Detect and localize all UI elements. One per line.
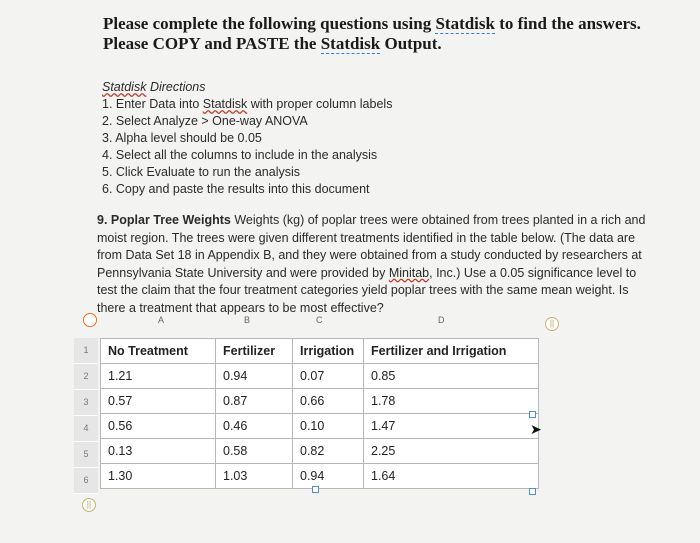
header-no-treatment[interactable]: No Treatment xyxy=(101,339,216,364)
pause-handle-icon[interactable] xyxy=(545,317,559,331)
table-cell[interactable]: 0.57 xyxy=(101,389,216,414)
table-cell[interactable]: 0.85 xyxy=(364,364,539,389)
direction-item: 3. Alpha level should be 0.05 xyxy=(102,131,262,145)
table-cell[interactable]: 0.87 xyxy=(216,389,293,414)
header-irrigation[interactable]: Irrigation xyxy=(293,339,364,364)
directions-title xyxy=(102,79,522,96)
pause-glyph: || xyxy=(86,500,92,509)
directions-list xyxy=(102,96,522,198)
header-text: Output. xyxy=(380,34,442,53)
direction-item: 5. Click Evaluate to run the analysis xyxy=(102,165,301,179)
instructions-header xyxy=(103,14,683,54)
table-cell[interactable]: 1.78 xyxy=(364,389,539,414)
pause-handle-icon[interactable] xyxy=(82,498,96,512)
table-cell[interactable]: 0.13 xyxy=(101,439,216,464)
direction-item: 4. Select all the columns to include in the analysis xyxy=(102,148,378,162)
header-text: to find the answers. xyxy=(494,14,641,33)
question-title: Poplar Tree Weights xyxy=(110,213,231,227)
direction-text: 1. Enter Data into xyxy=(102,97,203,111)
table-cell[interactable]: 0.66 xyxy=(293,389,364,414)
table-cell[interactable]: 1.21 xyxy=(101,364,216,389)
table-cell[interactable]: 0.46 xyxy=(216,414,293,439)
column-letter-b[interactable]: B xyxy=(244,315,251,325)
row-number[interactable]: 6 xyxy=(74,468,98,494)
header-fertilizer-and-irrigation[interactable]: Fertilizer and Irrigation xyxy=(364,339,539,364)
directions-title-text: Directions xyxy=(146,80,206,94)
directions-title-statdisk: Statdisk xyxy=(102,80,147,94)
question-number: 9. xyxy=(97,213,111,227)
table-cell[interactable]: 0.94 xyxy=(293,464,364,489)
row-number[interactable]: 3 xyxy=(74,390,98,416)
header-statdisk: Statdisk xyxy=(320,34,381,53)
table-row xyxy=(101,439,539,464)
table-cell[interactable]: 1.03 xyxy=(216,464,293,489)
table-row xyxy=(101,389,539,414)
header-text: Please complete the following questions using xyxy=(103,14,436,33)
table-row xyxy=(101,414,539,439)
table-cell[interactable]: 0.58 xyxy=(216,439,293,464)
question-text: , Inc.) Use a 0.05 significance level to test the claim that the four treatment categories yield poplar trees with the same mean weight. Is there a treatment that appears to be most effective? xyxy=(97,265,637,315)
row-number[interactable]: 1 xyxy=(74,338,98,364)
statdisk-directions xyxy=(102,79,522,198)
direction-text: with proper column labels xyxy=(247,97,393,111)
table-move-handle-icon[interactable] xyxy=(83,313,97,327)
direction-item xyxy=(102,96,522,113)
header-text: Please COPY and PASTE the xyxy=(103,34,321,53)
table-cell[interactable]: 0.94 xyxy=(216,364,293,389)
resize-handle-icon[interactable] xyxy=(529,488,536,495)
table-cell[interactable]: 1.47 xyxy=(364,414,539,439)
row-number-column xyxy=(74,338,98,494)
header-statdisk: Statdisk xyxy=(435,14,495,33)
column-letter-c[interactable]: C xyxy=(316,315,323,325)
table-cell[interactable]: 0.07 xyxy=(293,364,364,389)
header-fertilizer[interactable]: Fertilizer xyxy=(216,339,293,364)
table-cell[interactable]: 0.56 xyxy=(101,414,216,439)
column-letter-d[interactable]: D xyxy=(438,315,445,325)
table-cell[interactable]: 0.82 xyxy=(293,439,364,464)
table-cell[interactable]: 0.10 xyxy=(293,414,364,439)
treatment-data-table xyxy=(100,338,539,489)
header-line-2 xyxy=(103,34,683,54)
question-text: Weights (kg) of poplar trees were obtained from trees planted in a rich and moist region. The trees were given different treatments identified in the table below. (The data are from Data Set 18 in Appendix B, and they were obtained from a study conducted by researchers at Pennsylvania State University and were provided by xyxy=(97,213,646,280)
table-row xyxy=(101,464,539,489)
row-number[interactable]: 2 xyxy=(74,364,98,390)
table-cell[interactable]: 1.64 xyxy=(364,464,539,489)
column-letter-a[interactable]: A xyxy=(158,315,165,325)
direction-item: 6. Copy and paste the results into this document xyxy=(102,182,370,196)
direction-statdisk: Statdisk xyxy=(202,97,248,111)
pause-glyph: || xyxy=(549,319,555,328)
resize-handle-icon[interactable] xyxy=(312,486,319,493)
column-letter-bar xyxy=(0,315,700,327)
header-line-1 xyxy=(103,14,683,34)
row-number[interactable]: 5 xyxy=(74,442,98,468)
table-cell[interactable]: 1.30 xyxy=(101,464,216,489)
row-number[interactable]: 4 xyxy=(74,416,98,442)
direction-item: 2. Select Analyze > One-way ANOVA xyxy=(102,114,308,128)
resize-handle-icon[interactable] xyxy=(529,411,536,418)
table-row xyxy=(101,364,539,389)
question-9 xyxy=(97,212,652,317)
mouse-pointer-icon: ➤ xyxy=(530,421,542,437)
table-header-row xyxy=(101,339,539,364)
table-cell[interactable]: 2.25 xyxy=(364,439,539,464)
question-minitab: Minitab xyxy=(388,265,430,280)
